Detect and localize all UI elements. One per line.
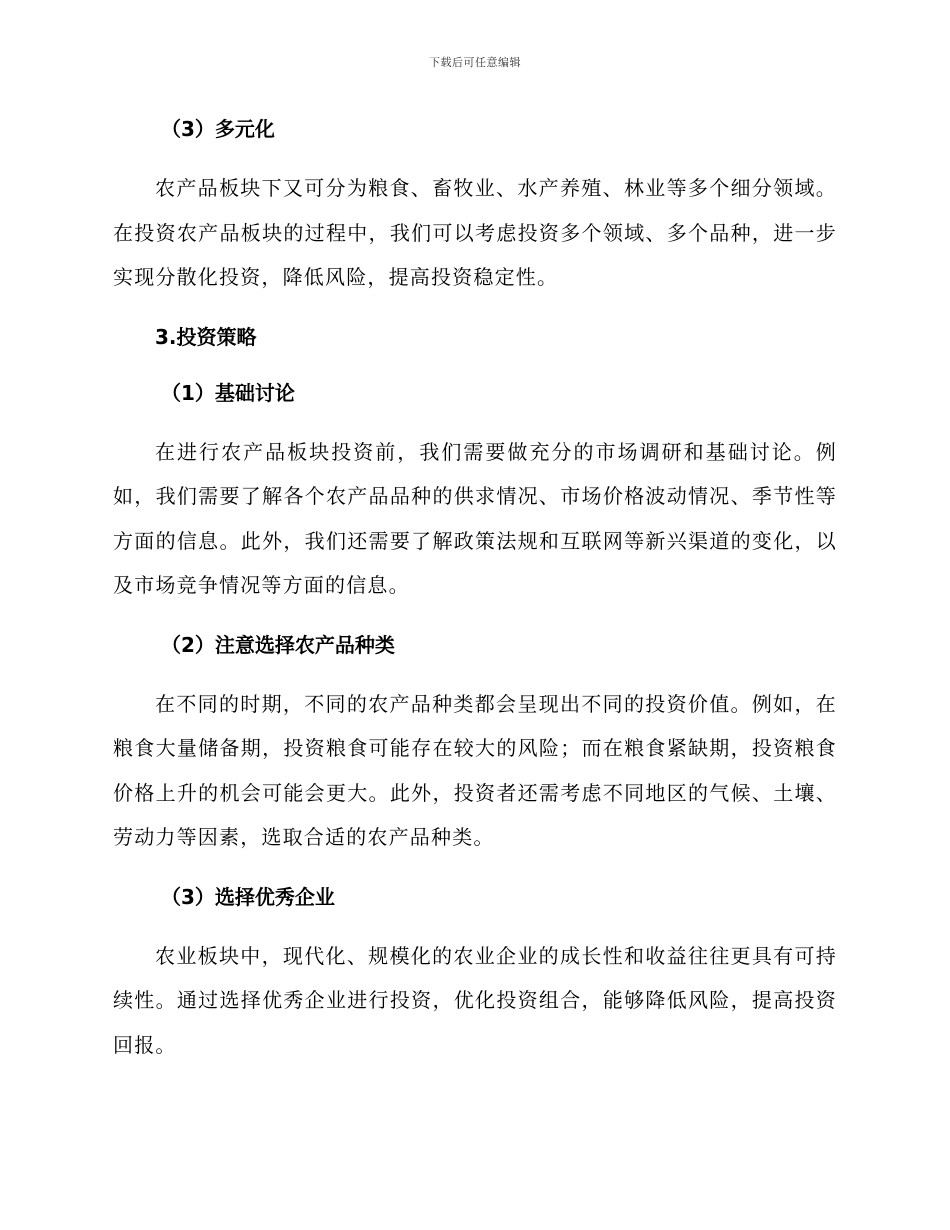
paragraph-basic-discussion: 在进行农产品板块投资前，我们需要做充分的市场调研和基础讨论。例如，我们需要了解各个农产品品种的供求情况、市场价格波动情况、季节性等方面的信息。此外，我们还需要了解政策法规和互联网等新兴渠道的变化，以及市场竞争情况等方面的信息。 [113,439,837,597]
subheading-basic-discussion: （1）基础讨论 [161,380,295,405]
subheading-diversification: （3）多元化 [161,117,275,141]
paragraph-diversification: 农产品板块下又可分为粮食、畜牧业、水产养殖、林业等多个细分领域。在投资农产品板块的过程中，我们可以考虑投资多个领域、多个品种，进一步实现分散化投资，降低风险，提高投资稳定性。 [113,176,837,289]
paragraph-product-types: 在不同的时期，不同的农产品种类都会呈现出不同的投资价值。例如，在粮食大量储备期，投资粮食可能存在较大的风险；而在粮食紧缺期，投资粮食价格上升的机会可能会更大。此外，投资者还需考虑不同地区的气候、土壤、劳动力等因素，选取合适的农产品种类。 [113,691,837,849]
document-body [113,112,837,1067]
header-note: 下载后可任意编辑 [429,56,521,69]
section-heading-strategy: 3.投资策略 [155,324,257,349]
subheading-product-types: （2）注意选择农产品种类 [161,632,395,657]
paragraph-excellent-enterprises: 农业板块中，现代化、规模化的农业企业的成长性和收益往往更具有可持续性。通过选择优秀企业进行投资，优化投资组合，能够降低风险，提高投资回报。 [113,943,837,1057]
subheading-excellent-enterprises: （3）选择优秀企业 [161,884,335,909]
